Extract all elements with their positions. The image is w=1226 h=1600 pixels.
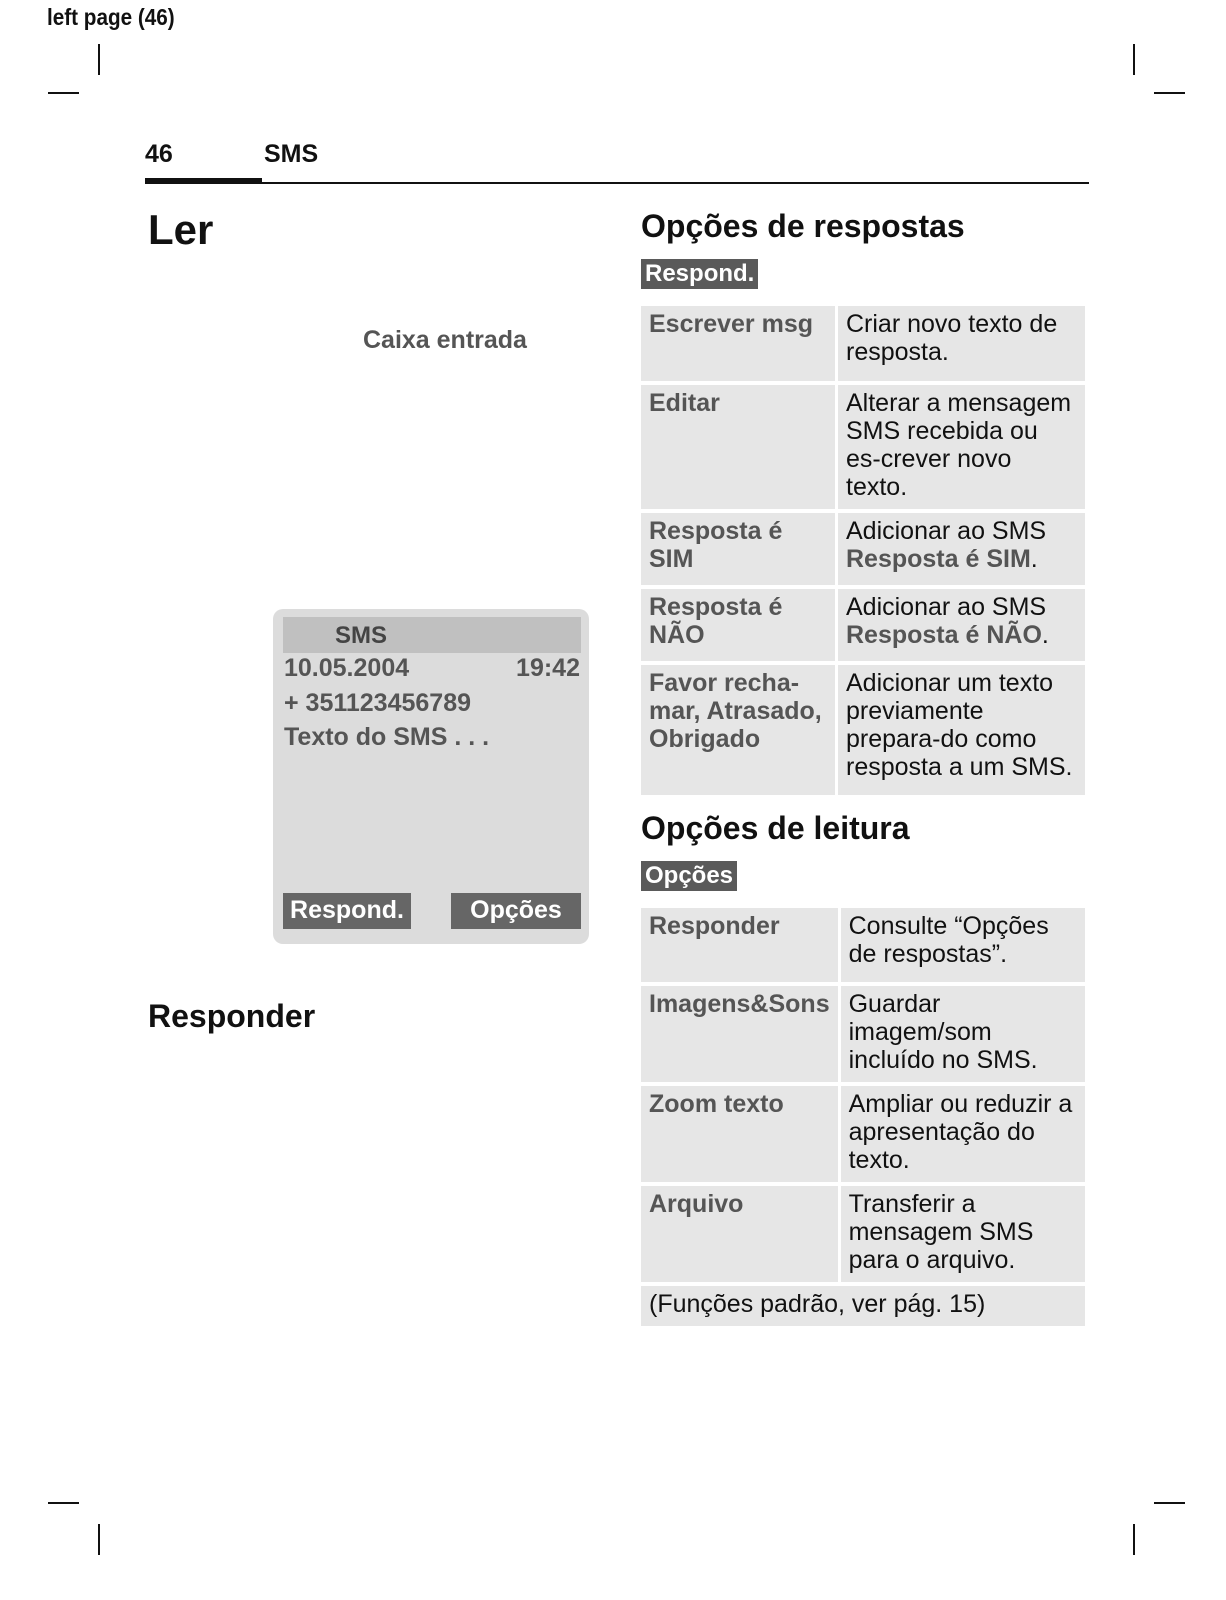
option-description: [835, 513, 1085, 585]
page-position-label: left page (46): [47, 4, 175, 30]
page-number: 46: [145, 140, 173, 168]
sms-time: 19:42: [516, 654, 580, 682]
table-row: [641, 306, 1085, 381]
crop-mark: [1133, 1524, 1135, 1555]
crop-mark: [48, 92, 79, 94]
inbox-label: Caixa entrada: [363, 326, 527, 354]
softkey-respond[interactable]: Respond.: [283, 893, 411, 929]
read-options-heading: Opções de leitura: [641, 810, 910, 846]
option-name: Responder: [641, 908, 838, 982]
table-row: [641, 513, 1085, 585]
crop-mark: [1154, 92, 1185, 94]
option-name: Resposta é SIM: [641, 513, 835, 585]
phone-display: [273, 609, 589, 944]
sms-date: 10.05.2004: [284, 654, 410, 682]
option-description: Ampliar ou reduzir a apresentação do texto.: [838, 1086, 1085, 1182]
table-row: [641, 385, 1085, 509]
table-row: [641, 1086, 1085, 1182]
description-suffix: .: [1030, 545, 1038, 573]
table-row: [641, 1286, 1085, 1326]
table-row: [641, 589, 1085, 661]
read-options-tag: Opções: [641, 861, 737, 891]
option-name: Resposta é NÃO: [641, 589, 835, 661]
softkey-options[interactable]: Opções: [451, 893, 581, 929]
crop-mark: [98, 1524, 100, 1555]
crop-mark: [1133, 44, 1135, 75]
option-description: Guardar imagem/som incluído no SMS.: [838, 986, 1085, 1082]
table-row: [641, 1186, 1085, 1282]
description-text: Adicionar ao SMS: [846, 593, 1047, 621]
description-emphasis: Resposta é NÃO: [846, 621, 1042, 649]
sms-sender-number: + 351123456789: [284, 689, 472, 717]
crop-mark: [48, 1502, 79, 1504]
crop-mark: [98, 44, 100, 75]
read-options-table: [641, 904, 1085, 1330]
standard-functions-note: (Funções padrão, ver pág. 15): [641, 1286, 1085, 1326]
option-name: Zoom texto: [641, 1086, 838, 1182]
option-description: Consulte “Opções de respostas”.: [838, 908, 1085, 982]
description-emphasis: Resposta é SIM: [846, 545, 1031, 573]
option-name: Editar: [641, 385, 835, 509]
phone-title-bar: [283, 617, 581, 653]
description-text: Adicionar ao SMS: [846, 517, 1047, 545]
sms-text: Texto do SMS . . .: [284, 723, 490, 751]
option-name: Arquivo: [641, 1186, 838, 1282]
option-description: Transferir a mensagem SMS para o arquivo.: [838, 1186, 1085, 1282]
crop-mark: [1154, 1502, 1185, 1504]
section-name: SMS: [264, 140, 319, 168]
phone-title: SMS: [335, 622, 388, 649]
responder-heading: Responder: [148, 998, 316, 1034]
reply-options-heading: Opções de respostas: [641, 208, 965, 244]
option-description: Alterar a mensagem SMS recebida ou es-crever novo texto.: [835, 385, 1085, 509]
header-rule-accent: [145, 178, 262, 184]
option-name: Escrever msg: [641, 306, 835, 381]
option-description: [835, 589, 1085, 661]
table-row: [641, 986, 1085, 1082]
table-row: [641, 908, 1085, 982]
description-suffix: .: [1041, 621, 1049, 649]
option-description: Adicionar um texto previamente prepara-do como resposta a um SMS.: [835, 665, 1085, 795]
option-name: Favor recha-mar, Atrasado, Obrigado: [641, 665, 835, 795]
table-row: [641, 665, 1085, 795]
option-name: Imagens&Sons: [641, 986, 838, 1082]
page-title: Ler: [148, 206, 214, 253]
header-rule: [145, 182, 1089, 184]
reply-options-tag: Respond.: [641, 259, 758, 289]
reply-options-table: [641, 302, 1085, 799]
option-description: Criar novo texto de resposta.: [835, 306, 1085, 381]
